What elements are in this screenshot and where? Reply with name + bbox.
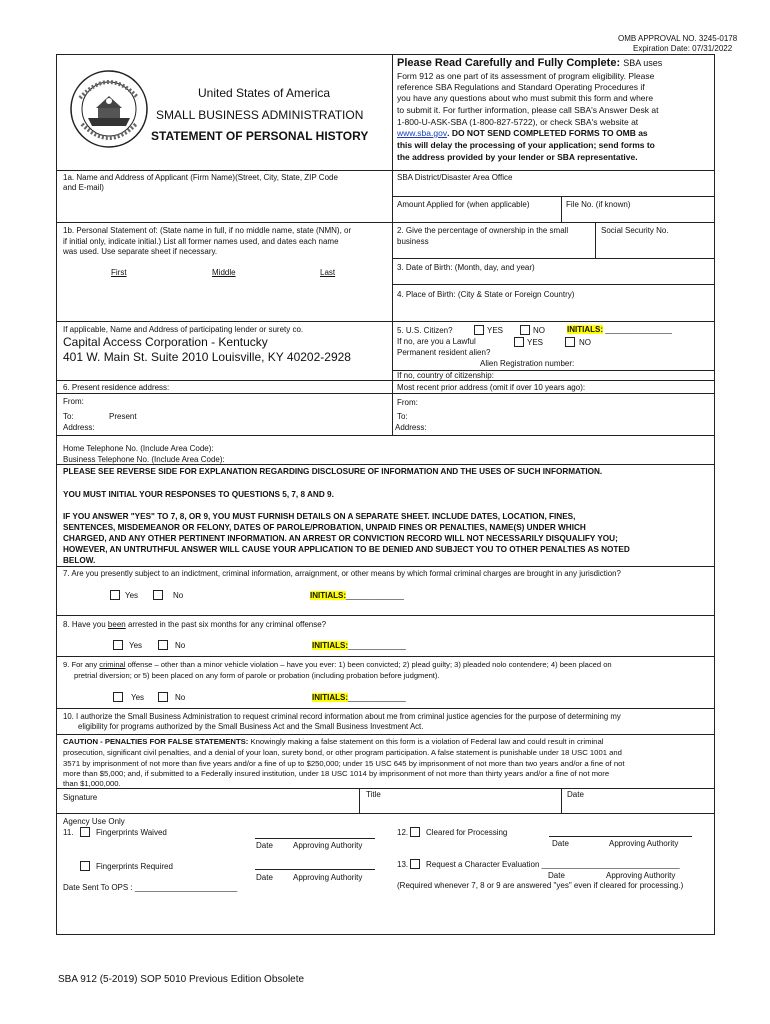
item-11-number: 11. — [63, 828, 74, 837]
disclosure-p1: IF YOU ANSWER "YES" TO 7, 8, OR 9, YOU MUST FURNISH DETAILS ON A SEPARATE SHEET. INCLUDE DATES, LOCATION, FINES, — [63, 512, 576, 521]
q8-underlined: been — [107, 620, 126, 629]
notice-bold1: . DO NOT SEND COMPLETED FORMS TO OMB as — [447, 128, 648, 138]
question-8 — [63, 620, 326, 630]
row-divider-13 — [56, 788, 715, 789]
caution-line4: more than $5,000; and, if submitted to a Federally insured institution, under 18 USC 1014 by imprisonment of not more than thirty years and/or a fine of not more — [63, 769, 610, 778]
present-address-label: Address: — [63, 423, 95, 432]
notice-bold3: the address provided by your lender or SBA representative. — [397, 152, 638, 162]
notice-line2: Form 912 as one part of its assessment of program eligibility. Please — [397, 71, 655, 81]
q8-post: arrested in the past six months for any criminal offense? — [125, 620, 327, 629]
char-eval-date-label: Date — [548, 871, 565, 880]
caution-line2: prosecution, significant civil penalties, and a denial of your loan, surety bond, or other program participation. A false statement is punishable under 18 USC 1001 and — [63, 748, 622, 757]
sba-seal-icon — [68, 68, 150, 150]
name-first-label: First — [111, 268, 127, 277]
question-10-line1: 10. I authorize the Small Business Administration to request criminal record information about me from criminal justice agencies for the purpose of determining my — [63, 712, 621, 721]
notice-line7 — [397, 128, 648, 138]
lender-address[interactable]: 401 W. Main St. Suite 2010 Louisville, KY 40202-2928 — [63, 350, 351, 364]
fp-required-date-label: Date — [256, 873, 273, 882]
caution-heading: CAUTION - PENALTIES FOR FALSE STATEMENTS: — [63, 737, 249, 746]
field-1a-label-line2: and E-mail) — [63, 183, 104, 192]
question-10-line2: eligibility for programs authorized by the Small Business Act and the Small Business Investment Act. — [78, 722, 424, 731]
q8-no-label: No — [175, 641, 186, 650]
citizen-no-label: NO — [533, 326, 545, 335]
q9-no-label: No — [175, 693, 186, 702]
signature-date-label: Date — [567, 790, 584, 799]
present-to-value[interactable]: Present — [109, 412, 137, 421]
q8-initials-label: INITIALS: — [312, 641, 348, 650]
q7-initials-label: INITIALS: — [310, 591, 346, 600]
q9-initials-line: _____________ — [348, 693, 406, 702]
cleared-signature-line — [549, 836, 692, 837]
lender-label: If applicable, Name and Address of participating lender or surety co. — [63, 325, 304, 334]
fingerprints-required-checkbox[interactable] — [80, 861, 90, 871]
disclosure-p4: HOWEVER, AN UNTRUTHFUL ANSWER WILL CAUSE YOUR APPLICATION TO BE DENIED AND SUBJECT YOU TO OTHER PENALTIES AS NOTED — [63, 545, 630, 554]
field-1b-label-line2: if initial only, indicate initial.) List all former names used, and dates each name — [63, 237, 339, 246]
form-title: STATEMENT OF PERSONAL HISTORY — [151, 129, 369, 143]
prior-to-label: To: — [397, 412, 408, 421]
disclosure-line1: PLEASE SEE REVERSE SIDE FOR EXPLANATION REGARDING DISCLOSURE OF INFORMATION AND THE USES OF SUCH INFORMATION. — [63, 467, 603, 476]
left-border — [56, 54, 57, 935]
top-border — [56, 54, 715, 55]
q7-initials-line: _____________ — [346, 591, 404, 600]
citizen-no-checkbox[interactable] — [520, 325, 530, 335]
q7-initials[interactable] — [310, 591, 404, 600]
present-to-label: To: — [63, 412, 74, 421]
row-divider-4 — [56, 380, 715, 381]
agency-use-heading: Agency Use Only — [63, 817, 125, 826]
field-1b-label-line1: 1b. Personal Statement of: (State name in full, if no middle name, state (NMN), or — [63, 226, 352, 235]
q9-post: offense – other than a minor vehicle violation – have you ever: 1) been convicted; 2) plead guilty; 3) pleaded nolo contendere; 4) been placed on — [125, 660, 612, 669]
q9-initials-label: INITIALS: — [312, 693, 348, 702]
cleared-approving-label: Approving Authority — [609, 839, 679, 848]
country-citizenship-label: If no, country of citizenship: — [397, 371, 494, 380]
row-divider-12 — [56, 734, 715, 735]
q7-no-label: No — [173, 591, 184, 600]
fingerprints-waived-checkbox[interactable] — [80, 827, 90, 837]
q8-yes-checkbox[interactable] — [113, 640, 123, 650]
cleared-processing-checkbox[interactable] — [410, 827, 420, 837]
row-divider-7 — [56, 464, 715, 465]
sba-website-link[interactable]: www.sba.gov — [397, 128, 448, 138]
required-note: (Required whenever 7, 8 or 9 are answered "yes" even if cleared for processing.) — [397, 881, 684, 890]
fp-required-approving-label: Approving Authority — [293, 873, 363, 882]
citizen-label: 5. U.S. Citizen? — [397, 326, 453, 335]
fingerprints-required-label: Fingerprints Required — [96, 862, 173, 871]
lawful-yes-checkbox[interactable] — [514, 337, 524, 347]
item-13-number: 13. — [397, 860, 409, 869]
citizen-yes-checkbox[interactable] — [474, 325, 484, 335]
item-12-number: 12. — [397, 828, 409, 837]
character-evaluation-label[interactable]: Request a Character Evaluation _______________________________ — [426, 860, 680, 869]
agency-line1: United States of America — [198, 86, 331, 100]
row-divider-district — [392, 196, 715, 197]
lawful-label-line1: If no, are you a Lawful — [397, 337, 476, 346]
q7-no-checkbox[interactable] — [153, 590, 163, 600]
field-2-label-line2: business — [397, 237, 429, 246]
notice-heading-line — [397, 57, 662, 70]
date-sent-to-ops[interactable]: Date Sent To OPS : _______________________ — [63, 883, 238, 892]
prior-address-label: Most recent prior address (omit if over 10 years ago): — [397, 383, 586, 392]
cleared-processing-label: Cleared for Processing — [426, 828, 508, 837]
field-2-label-line1: 2. Give the percentage of ownership in the small — [397, 226, 569, 235]
fp-waived-approving-label: Approving Authority — [293, 841, 363, 850]
q9-pre: 9. For any — [63, 660, 100, 669]
row-divider-10 — [56, 656, 715, 657]
field-1b-label-line3: was used. Use separate sheet if necessary. — [63, 247, 218, 256]
omb-approval-number: OMB APPROVAL NO. 3245-0178 — [618, 34, 738, 43]
q8-yes-label: Yes — [129, 641, 143, 650]
row-divider-14 — [56, 813, 715, 814]
q9-yes-label: Yes — [131, 693, 145, 702]
row-divider-2 — [56, 222, 715, 223]
caution-line5: than $1,000,000. — [63, 779, 121, 788]
ssn-label: Social Security No. — [601, 226, 669, 235]
field-6-label: 6. Present residence address: — [63, 383, 170, 392]
omb-expiration-date: Expiration Date: 07/31/2022 — [633, 44, 733, 53]
row-divider-ssn — [392, 258, 715, 259]
field-1a-label-line1: 1a. Name and Address of Applicant (Firm Name)(Street, City, State, ZIP Code — [63, 173, 338, 182]
amount-applied-label: Amount Applied for (when applicable) — [397, 200, 530, 209]
disclosure-p3: CHARGED, AND ANY OTHER PERTINENT INFORMATION. AN ARREST OR CONVICTION RECORD WILL NOT NECESSARILY DISQUALIFY YOU; — [63, 534, 618, 543]
name-last-label: Last — [320, 268, 336, 277]
question-9-line1 — [63, 660, 612, 669]
notice-line5: to submit it. For further information, please call SBA's Answer Desk at — [397, 105, 659, 115]
prior-from-label: From: — [397, 398, 418, 407]
title-date-divider — [561, 788, 562, 813]
title-label: Title — [366, 790, 381, 799]
notice-line6: 1-800-U-ASK-SBA (1-800-827-5722), or check SBA's website at — [397, 117, 639, 127]
notice-lead: SBA uses — [623, 58, 663, 68]
q9-yes-checkbox[interactable] — [113, 692, 123, 702]
present-from-label: From: — [63, 397, 84, 406]
citizen-initials-label: INITIALS: — [567, 325, 603, 334]
row-divider-9 — [56, 615, 715, 616]
name-middle-label: Middle — [212, 268, 236, 277]
question-9-line2: pretrial diversion; or 5) been placed on any form of parole or probation (including probation before judgment). — [74, 671, 440, 680]
file-no-label: File No. (if known) — [566, 200, 631, 209]
lender-name[interactable]: Capital Access Corporation - Kentucky — [63, 335, 268, 349]
right-border — [714, 54, 715, 935]
ownership-ssn-divider — [595, 222, 596, 258]
fingerprints-waived-label: Fingerprints Waived — [96, 828, 167, 837]
row-divider-8 — [56, 566, 715, 567]
caution-line1 — [63, 737, 603, 746]
caution-line3: 3571 by imprisonment of not more than five years and/or a fine of up to $250,000; under 15 USC 645 by imprisonment of not more than two years and/or a fine of not — [63, 759, 625, 768]
citizen-initials[interactable] — [566, 325, 673, 334]
char-eval-approving-label: Approving Authority — [606, 871, 676, 880]
signature-title-divider — [359, 788, 360, 813]
row-divider-3 — [56, 321, 715, 322]
lawful-no-checkbox[interactable] — [565, 337, 575, 347]
row-divider-5 — [56, 393, 715, 394]
citizen-yes-label: YES — [487, 326, 504, 335]
q8-pre: 8. Have you — [63, 620, 108, 629]
district-office-label: SBA District/Disaster Area Office — [397, 173, 513, 182]
cleared-date-label: Date — [552, 839, 569, 848]
agency-line2: SMALL BUSINESS ADMINISTRATION — [156, 108, 364, 122]
notice-line4: you have any questions about who must submit this form and where — [397, 93, 654, 103]
q8-no-checkbox[interactable] — [158, 640, 168, 650]
q8-initials[interactable] — [312, 641, 406, 650]
bottom-border — [56, 934, 715, 935]
caution-text1: Knowingly making a false statement on this form is a violation of Federal law and could result in criminal — [248, 737, 604, 746]
question-7: 7. Are you presently subject to an indictment, criminal information, arraignment, or other means by which formal criminal charges are brought in any jurisdiction? — [63, 569, 621, 578]
lawful-label-line2: Permanent resident alien? — [397, 348, 491, 357]
row-divider-dob — [392, 284, 715, 285]
notice-bold2: this will delay the processing of your application; send forms to — [397, 140, 655, 150]
q9-initials[interactable] — [312, 693, 406, 702]
row-divider-1 — [56, 170, 715, 171]
row-divider-11 — [56, 708, 715, 709]
citizen-initials-line: _______________ — [605, 325, 672, 334]
notice-heading: Please Read Carefully and Fully Complete: — [397, 57, 621, 69]
notice-line3: reference SBA Regulations and Standard Operating Procedures if — [397, 82, 645, 92]
field-4-label: 4. Place of Birth: (City & State or Foreign Country) — [397, 290, 575, 299]
fp-waived-signature-line — [255, 838, 375, 839]
center-divider — [392, 54, 393, 435]
fp-required-signature-line — [255, 869, 375, 870]
alien-registration-label: Alien Registration number: — [480, 359, 575, 368]
disclosure-p2: SENTENCES, MISDEMEANOR OR FELONY, DATES OF PAROLE/PROBATION, UNPAID FINES OR PENALTIES, NAME(S) UNDER WHICH — [63, 523, 586, 532]
disclosure-line2: YOU MUST INITIAL YOUR RESPONSES TO QUESTIONS 5, 7, 8 AND 9. — [63, 490, 334, 499]
fp-waived-date-label: Date — [256, 841, 273, 850]
field-3-label: 3. Date of Birth: (Month, day, and year) — [397, 263, 535, 272]
amount-file-divider — [561, 196, 562, 222]
home-telephone-label: Home Telephone No. (Include Area Code): — [63, 444, 214, 453]
q9-no-checkbox[interactable] — [158, 692, 168, 702]
prior-address-label-field: Address: — [395, 423, 427, 432]
character-evaluation-checkbox[interactable] — [410, 859, 420, 869]
q8-initials-line: _____________ — [348, 641, 406, 650]
lawful-no-label: NO — [579, 338, 591, 347]
business-telephone-label: Business Telephone No. (Include Area Code): — [63, 455, 225, 464]
lawful-yes-label: YES — [527, 338, 544, 347]
row-divider-6 — [56, 435, 715, 436]
q7-yes-label: Yes — [125, 591, 139, 600]
disclosure-p5: BELOW. — [63, 556, 96, 565]
signature-label: Signature — [63, 793, 98, 802]
q7-yes-checkbox[interactable] — [110, 590, 120, 600]
q9-underlined: criminal — [99, 660, 126, 669]
form-identifier-footer: SBA 912 (5-2019) SOP 5010 Previous Edition Obsolete — [58, 974, 305, 985]
